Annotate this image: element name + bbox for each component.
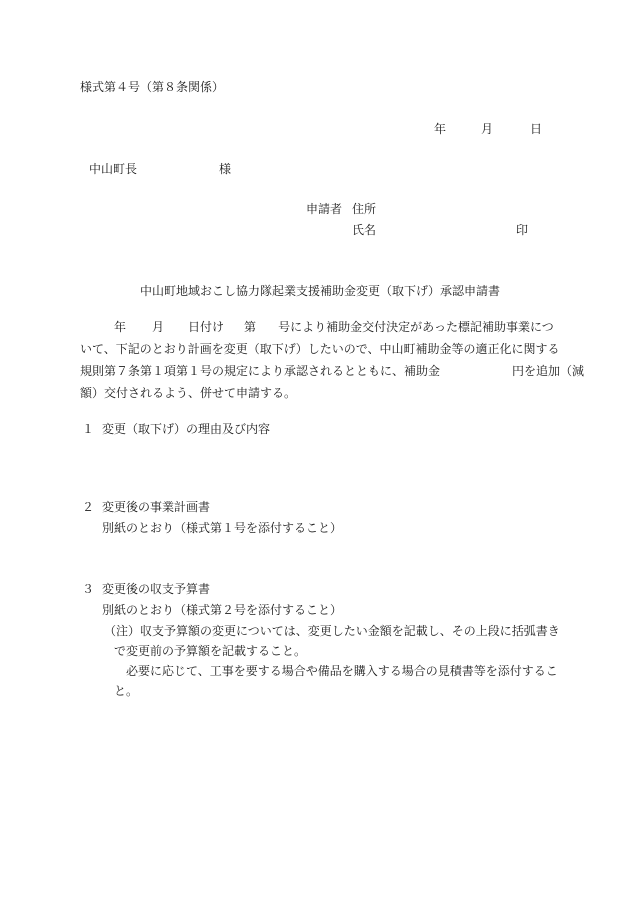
body-line-1-rest: 号により補助金交付決定があった標記補助事業につ	[278, 320, 554, 334]
body-line-2: いて、下記のとおり計画を変更（取下げ）したいので、中山町補助金等の適正化に関する	[80, 342, 560, 356]
section-3-number: ３	[82, 582, 95, 596]
body-line-3: 規則第７条第１項第１号の規定により承認されるとともに、補助金 円を追加（減	[80, 364, 585, 378]
section-2-number: ２	[82, 500, 95, 514]
section-1-title: 変更（取下げ）の理由及び内容	[102, 422, 271, 436]
applicant-label: 申請者	[306, 202, 343, 216]
applicant-address-label: 住所	[352, 202, 377, 216]
section-2-title: 変更後の事業計画書	[102, 500, 211, 514]
section-2-detail: 別紙のとおり（様式第１号を添付すること）	[102, 521, 343, 535]
body-line-1	[80, 316, 552, 338]
document-title: 中山町地域おこし協力隊起業支援補助金変更（取下げ）承認申請書	[140, 284, 501, 298]
body-month: 月	[152, 320, 165, 334]
form-number: 様式第４号（第８条関係）	[80, 80, 225, 94]
note-line-1: 収支予算額の変更については、変更したい金額を記載し、その上段に括弧書き	[140, 624, 560, 638]
note-line-4: と。	[114, 684, 139, 698]
date-year: 年	[434, 122, 447, 136]
applicant-name-label: 氏名	[352, 223, 377, 237]
note-line-2: で変更前の予算額を記載すること。	[114, 644, 307, 658]
date-month: 月	[481, 122, 494, 136]
note-line-3: 必要に応じて、工事を要する場合や備品を購入する場合の見積書等を添付するこ	[126, 664, 558, 678]
addressee-name: 中山町長	[89, 162, 138, 176]
section-1-number: １	[82, 422, 95, 436]
body-paragraph	[80, 316, 585, 404]
date-day: 日	[530, 122, 543, 136]
body-year: 年	[114, 320, 127, 334]
addressee-honorific: 様	[219, 162, 232, 176]
seal-mark: 印	[516, 223, 529, 237]
body-date-suffix: 日付け	[188, 320, 225, 334]
body-dai: 第	[244, 320, 257, 334]
section-3-detail: 別紙のとおり（様式第２号を添付すること）	[102, 603, 343, 617]
body-line-4: 額）交付されるよう、併せて申請する。	[80, 386, 297, 400]
note-label: （注）	[104, 624, 141, 638]
section-3-title: 変更後の収支予算書	[102, 582, 211, 596]
